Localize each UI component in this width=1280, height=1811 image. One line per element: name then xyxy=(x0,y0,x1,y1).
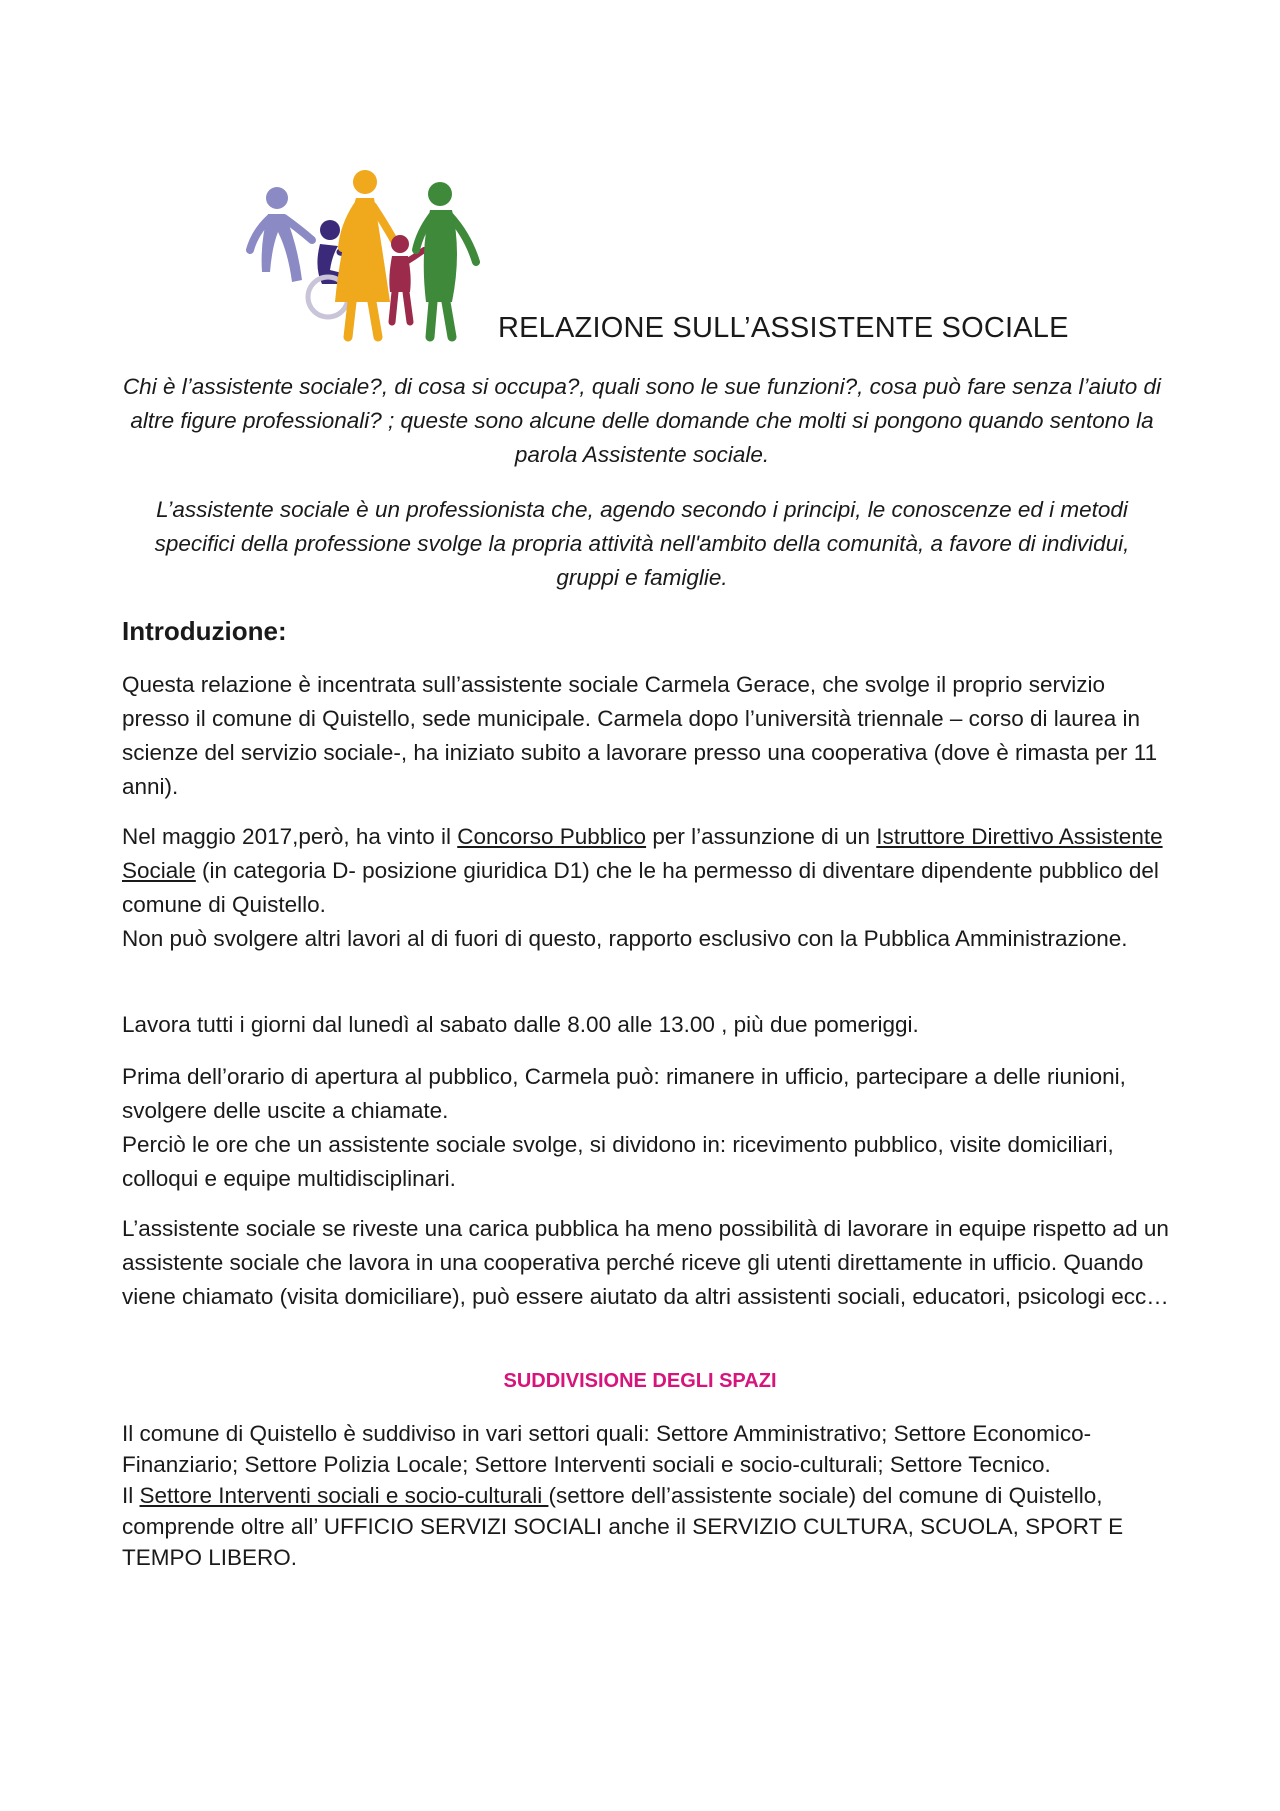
social-family-logo-icon xyxy=(240,152,498,342)
istruttore-direttivo-link[interactable]: Istruttore Direttivo Assistente Sociale xyxy=(122,824,1163,883)
paragraph-4 xyxy=(122,1060,1177,1196)
paragraph-2-line-2: Non può svolgere altri lavori al di fuori di questo, rapporto esclusivo con la Pubblica Amministrazione. xyxy=(122,926,1128,951)
spaces-section-heading: SUDDIVISIONE DEGLI SPAZI xyxy=(503,1370,777,1392)
document-title: RELAZIONE SULL’ASSISTENTE SOCIALE xyxy=(498,312,1069,344)
paragraph-3: Lavora tutti i giorni dal lunedì al sabato dalle 8.00 alle 13.00 , più due pomeriggi. xyxy=(122,1012,919,1037)
paragraph-4-line-1: Prima dell’orario di apertura al pubblico, Carmela può: rimanere in ufficio, partecipare a delle riunioni, svolgere delle uscite a chiamate. xyxy=(122,1064,1126,1123)
text-span: per l’assunzione di un xyxy=(646,824,877,849)
text-span: (settore dell’assistente sociale) del comune di Quistello, comprende oltre all’ UFFICIO SERVIZI SOCIALI anche il SERVIZIO CULTURA, SCUOLA, SPORT E TEMPO LIBERO. xyxy=(122,1483,1124,1570)
settore-interventi-link[interactable]: Settore Interventi sociali e socio-culturali xyxy=(139,1483,549,1508)
paragraph-6-line-2 xyxy=(122,1480,1177,1573)
paragraph-2-line-1 xyxy=(122,820,1177,922)
paragraph-1: Questa relazione è incentrata sull’assistente sociale Carmela Gerace, che svolge il proprio servizio presso il comune di Quistello, sede municipale. Carmela dopo l’università triennale – corso di laurea in scienze del servizio sociale-, ha iniziato subito a lavorare presso una cooperativa (dove è rimasta per 11 anni). xyxy=(122,672,1158,799)
text-span: Nel maggio 2017,però, ha vinto il xyxy=(122,824,458,849)
paragraph-4-line-2: Perciò le ore che un assistente sociale svolge, si dividono in: ricevimento pubblico, visite domiciliari, colloqui e equipe multidisciplinari. xyxy=(122,1132,1114,1191)
intro-italic-paragraph-2: L’assistente sociale è un professionista che, agendo secondo i principi, le conoscenze ed i metodi specifici della professione svolge la propria attività nell'ambito della comunità, a favore di individui, gruppi e famiglie. xyxy=(154,497,1130,590)
paragraph-6 xyxy=(122,1418,1177,1573)
paragraph-6-line-1: Il comune di Quistello è suddiviso in vari settori quali: Settore Amministrativo; Settore Economico-Finanziario; Settore Polizia Locale; Settore Interventi sociali e socio-culturali; Settore Tecnico. xyxy=(122,1421,1092,1477)
paragraph-5: L’assistente sociale se riveste una carica pubblica ha meno possibilità di lavorare in equipe rispetto ad un assistente sociale che lavora in una cooperativa perché riceve gli utenti direttamente in ufficio. Quando viene chiamato (visita domiciliare), può essere aiutato da altri assistenti sociali, educatori, psicologi ecc… xyxy=(122,1216,1169,1309)
text-span: (in categoria D- posizione giuridica D1) che le ha permesso di diventare dipendente pubblico del comune di Quistello. xyxy=(122,858,1159,917)
concorso-pubblico-link[interactable]: Concorso Pubblico xyxy=(457,824,647,849)
paragraph-2 xyxy=(122,820,1177,956)
text-span: Il xyxy=(122,1483,140,1508)
introduction-heading: Introduzione: xyxy=(122,616,287,646)
intro-italic-paragraph-1: Chi è l’assistente sociale?, di cosa si occupa?, quali sono le sue funzioni?, cosa può fare senza l’aiuto di altre figure professionali? ; queste sono alcune delle domande che molti si pongono quando sentono la parola Assistente sociale. xyxy=(122,374,1162,467)
